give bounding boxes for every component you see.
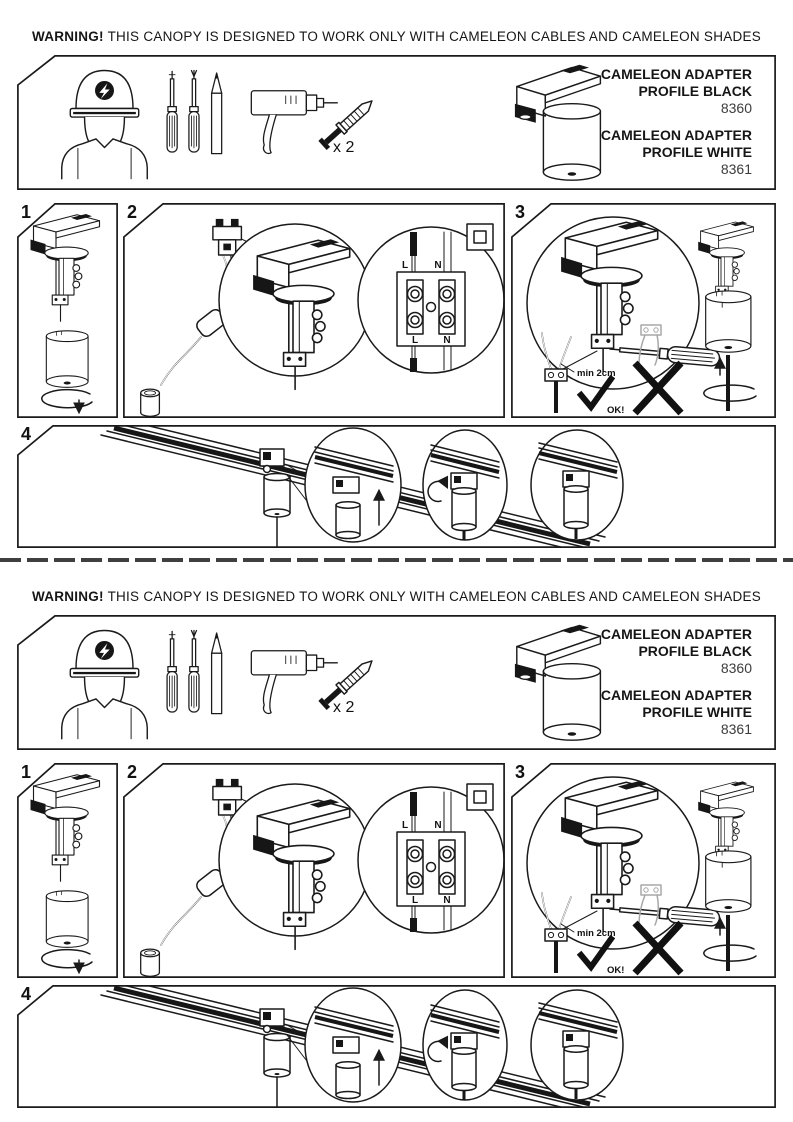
instruction-sheet: [0, 0, 793, 560]
cable-lamp-holder-icon: [141, 949, 160, 976]
terminal-label-l-bottom: L: [411, 335, 419, 346]
warning-body: THIS CANOPY IS DESIGNED TO WORK ONLY WITH CAMELEON CABLES AND CAMELEON SHADES: [107, 29, 761, 44]
instruction-sheet: [0, 560, 793, 1120]
step-4-box: [17, 425, 776, 548]
requirements-box: [17, 615, 776, 750]
step-3-illustration: [511, 763, 776, 978]
electrician-icon: [62, 71, 148, 179]
step-number: 3: [515, 202, 526, 222]
cylinder-shade-icon: [46, 891, 88, 948]
warning-body: THIS CANOPY IS DESIGNED TO WORK ONLY WITH CAMELEON CABLES AND CAMELEON SHADES: [107, 589, 761, 604]
terminal-label-l-top: L: [401, 820, 409, 831]
detail-ellipse-locked: [531, 430, 623, 540]
ok-label: OK!: [607, 965, 625, 976]
step-1-box: [17, 763, 118, 978]
cable-lamp-holder-icon: [141, 389, 160, 416]
product-name: PROFILE BLACK: [638, 643, 752, 659]
step-3-box: [511, 763, 776, 978]
step-4-illustration: [17, 985, 776, 1108]
class-ii-double-insulation-icon: [467, 224, 493, 250]
step-3-box: [511, 203, 776, 418]
detail-ellipse-rotate: [423, 430, 507, 540]
product-code: 8361: [720, 161, 752, 177]
class-ii-double-insulation-icon: [467, 784, 493, 810]
terminal-label-n-top: N: [434, 260, 442, 271]
cylinder-shade-icon: [46, 331, 88, 388]
min-length-label: min 2cm: [577, 368, 616, 379]
terminal-label-n-bottom: N: [443, 895, 451, 906]
warning-prefix: WARNING!: [32, 589, 104, 604]
connector-plug-icon: [213, 779, 242, 815]
hanging-adapter: [260, 449, 290, 547]
detail-ellipse-rotate: [423, 990, 507, 1100]
step-1-illustration: [17, 203, 118, 418]
anchor-quantity-label: x 2: [333, 139, 355, 156]
product-name: CAMELEON ADAPTER: [600, 66, 752, 82]
step-number: 2: [127, 202, 138, 222]
product-black: [601, 66, 752, 117]
step-4-box: [17, 985, 776, 1108]
ok-label: OK!: [607, 405, 625, 416]
cable: [161, 255, 228, 385]
product-code: 8360: [720, 100, 752, 116]
track-adapter-icon: [31, 774, 100, 881]
track-adapter-icon: [31, 214, 100, 321]
step-number: 4: [21, 424, 32, 444]
unscrew-rotation-arrow: [42, 390, 92, 412]
product-name: PROFILE WHITE: [642, 144, 752, 160]
terminal-label-l-top: L: [401, 260, 409, 271]
step-2-illustration: [123, 203, 505, 418]
requirements-box: [17, 55, 776, 190]
terminal-label-n-bottom: N: [443, 335, 451, 346]
terminal-label-n-top: N: [434, 820, 442, 831]
product-list: [601, 626, 752, 748]
step-number: 2: [127, 762, 138, 782]
min-length-label: min 2cm: [577, 928, 616, 939]
warning-prefix: WARNING!: [32, 29, 104, 44]
track-adapter-product-illustration: [515, 65, 601, 180]
electrician-icon: [62, 631, 148, 739]
product-white: [601, 127, 752, 178]
screwdrivers-pencil-icon: [167, 631, 222, 714]
step-2-illustration: [123, 763, 505, 978]
step-3-illustration: [511, 203, 776, 418]
terminal-label-l-bottom: L: [411, 895, 419, 906]
step-number: 4: [21, 984, 32, 1004]
product-code: 8360: [720, 660, 752, 676]
warning-text: [0, 29, 793, 44]
product-name: CAMELEON ADAPTER: [600, 687, 752, 703]
product-list: [601, 66, 752, 188]
product-black: [601, 626, 752, 677]
product-name: PROFILE BLACK: [638, 83, 752, 99]
step-2-box: [123, 763, 505, 978]
step-2-box: [123, 203, 505, 418]
step-4-illustration: [17, 425, 776, 548]
step-number: 1: [21, 762, 32, 782]
product-white: [601, 687, 752, 738]
track-adapter-product-illustration: [515, 625, 601, 740]
adapter-with-shade: [698, 781, 756, 971]
cut-line: [0, 558, 793, 562]
unscrew-rotation-arrow: [42, 950, 92, 972]
product-code: 8361: [720, 721, 752, 737]
product-name: PROFILE WHITE: [642, 704, 752, 720]
product-name: CAMELEON ADAPTER: [600, 626, 752, 642]
product-name: CAMELEON ADAPTER: [600, 127, 752, 143]
step-number: 1: [21, 202, 32, 222]
connector-plug-icon: [213, 219, 242, 255]
cable: [161, 815, 228, 945]
step-1-box: [17, 203, 118, 418]
step-1-illustration: [17, 763, 118, 978]
detail-ellipse-insert: [305, 428, 401, 542]
detail-ellipse-insert: [305, 988, 401, 1102]
adapter-with-shade: [698, 221, 756, 411]
hanging-adapter: [260, 1009, 290, 1107]
detail-ellipse-locked: [531, 990, 623, 1100]
anchor-quantity-label: x 2: [333, 699, 355, 716]
screwdrivers-pencil-icon: [167, 71, 222, 154]
step-number: 3: [515, 762, 526, 782]
warning-text: [0, 589, 793, 604]
